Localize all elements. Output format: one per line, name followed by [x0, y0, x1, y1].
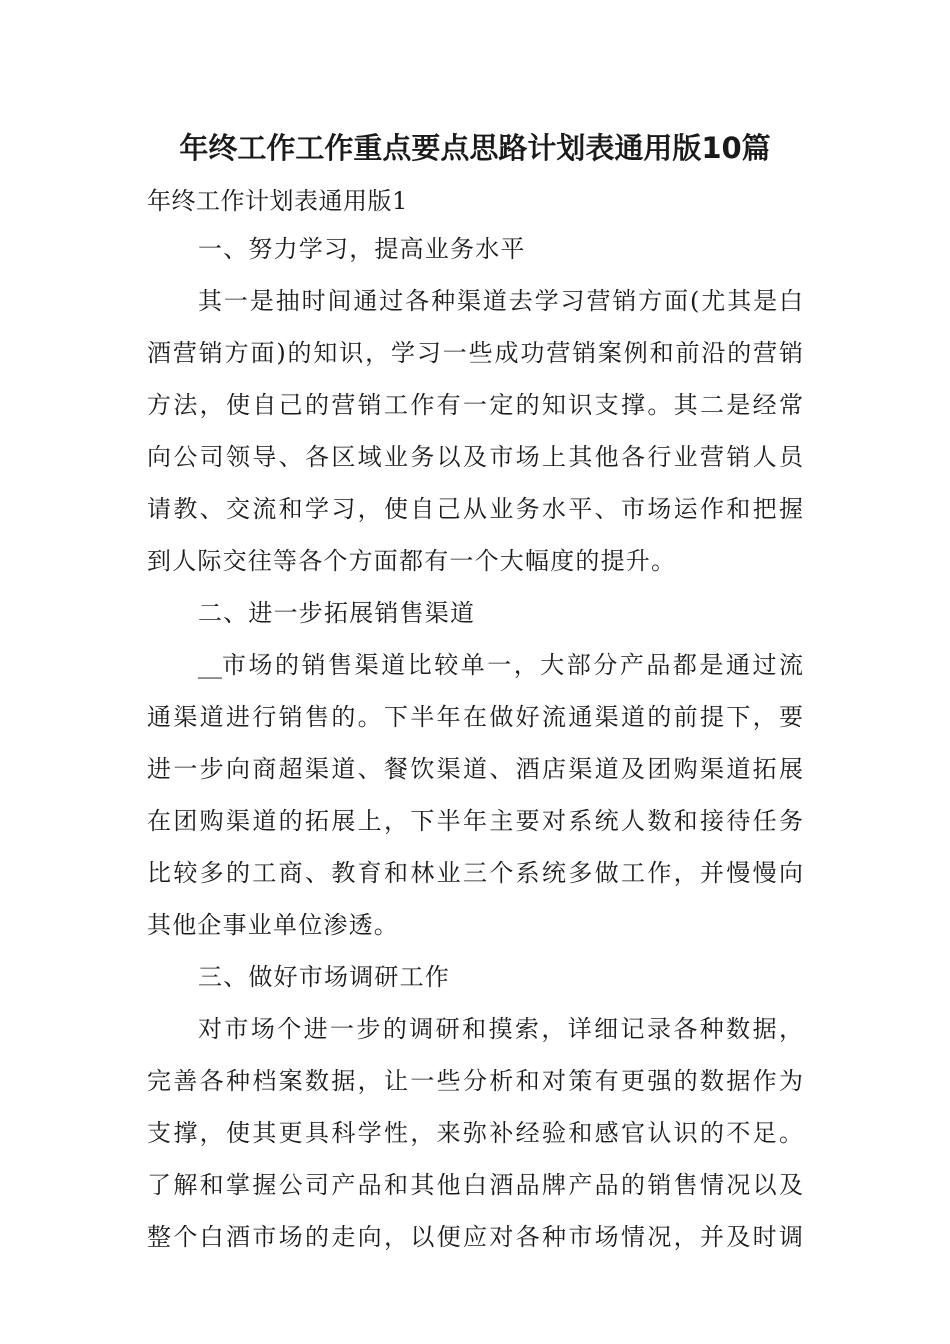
paragraph-line: 向公司领导、各区域业务以及市场上其他各行业营销人员	[147, 443, 803, 471]
paragraph-line: 支撑，使其更具科学性，来弥补经验和感官认识的不足。	[147, 1119, 803, 1147]
paragraph-line: 了解和掌握公司产品和其他白酒品牌产品的销售情况以及	[147, 1171, 803, 1199]
paragraph-line: 方法，使自己的营销工作有一定的知识支撑。其二是经常	[147, 391, 803, 419]
section-heading: 二、进一步拓展销售渠道	[198, 599, 476, 627]
paragraph-text: 市场的销售渠道比较单一，大部分产品都是通过流	[222, 651, 803, 679]
blank-placeholder: __	[198, 651, 222, 679]
paragraph-line: 比较多的工商、教育和林业三个系统多做工作，并慢慢向	[147, 859, 803, 887]
paragraph-line: 请教、交流和学习，使自己从业务水平、市场运作和把握	[147, 495, 803, 523]
paragraph-line: 通渠道进行销售的。下半年在做好流通渠道的前提下，要	[147, 703, 803, 731]
paragraph-line: 其一是抽时间通过各种渠道去学习营销方面(尤其是白	[198, 287, 803, 315]
paragraph-line: 整个白酒市场的走向，以便应对各种市场情况，并及时调	[147, 1223, 803, 1251]
paragraph-line: 对市场个进一步的调研和摸索，详细记录各种数据，	[198, 1015, 803, 1043]
section-heading: 三、做好市场调研工作	[198, 963, 450, 991]
paragraph-line: 到人际交往等各个方面都有一个大幅度的提升。	[147, 547, 677, 575]
document-subtitle: 年终工作计划表通用版1	[147, 187, 408, 215]
paragraph-line: 酒营销方面)的知识，学习一些成功营销案例和前沿的营销	[147, 339, 803, 367]
paragraph-line: 完善各种档案数据，让一些分析和对策有更强的数据作为	[147, 1067, 803, 1095]
section-heading: 一、努力学习，提高业务水平	[198, 235, 526, 263]
paragraph-line: 进一步向商超渠道、餐饮渠道、酒店渠道及团购渠道拓展	[147, 755, 803, 783]
paragraph-line: 在团购渠道的拓展上，下半年主要对系统人数和接待任务	[147, 807, 803, 835]
paragraph-line	[198, 649, 803, 681]
paragraph-line: 其他企事业单位渗透。	[147, 911, 399, 939]
document-title: 年终工作工作重点要点思路计划表通用版10篇	[179, 131, 771, 165]
